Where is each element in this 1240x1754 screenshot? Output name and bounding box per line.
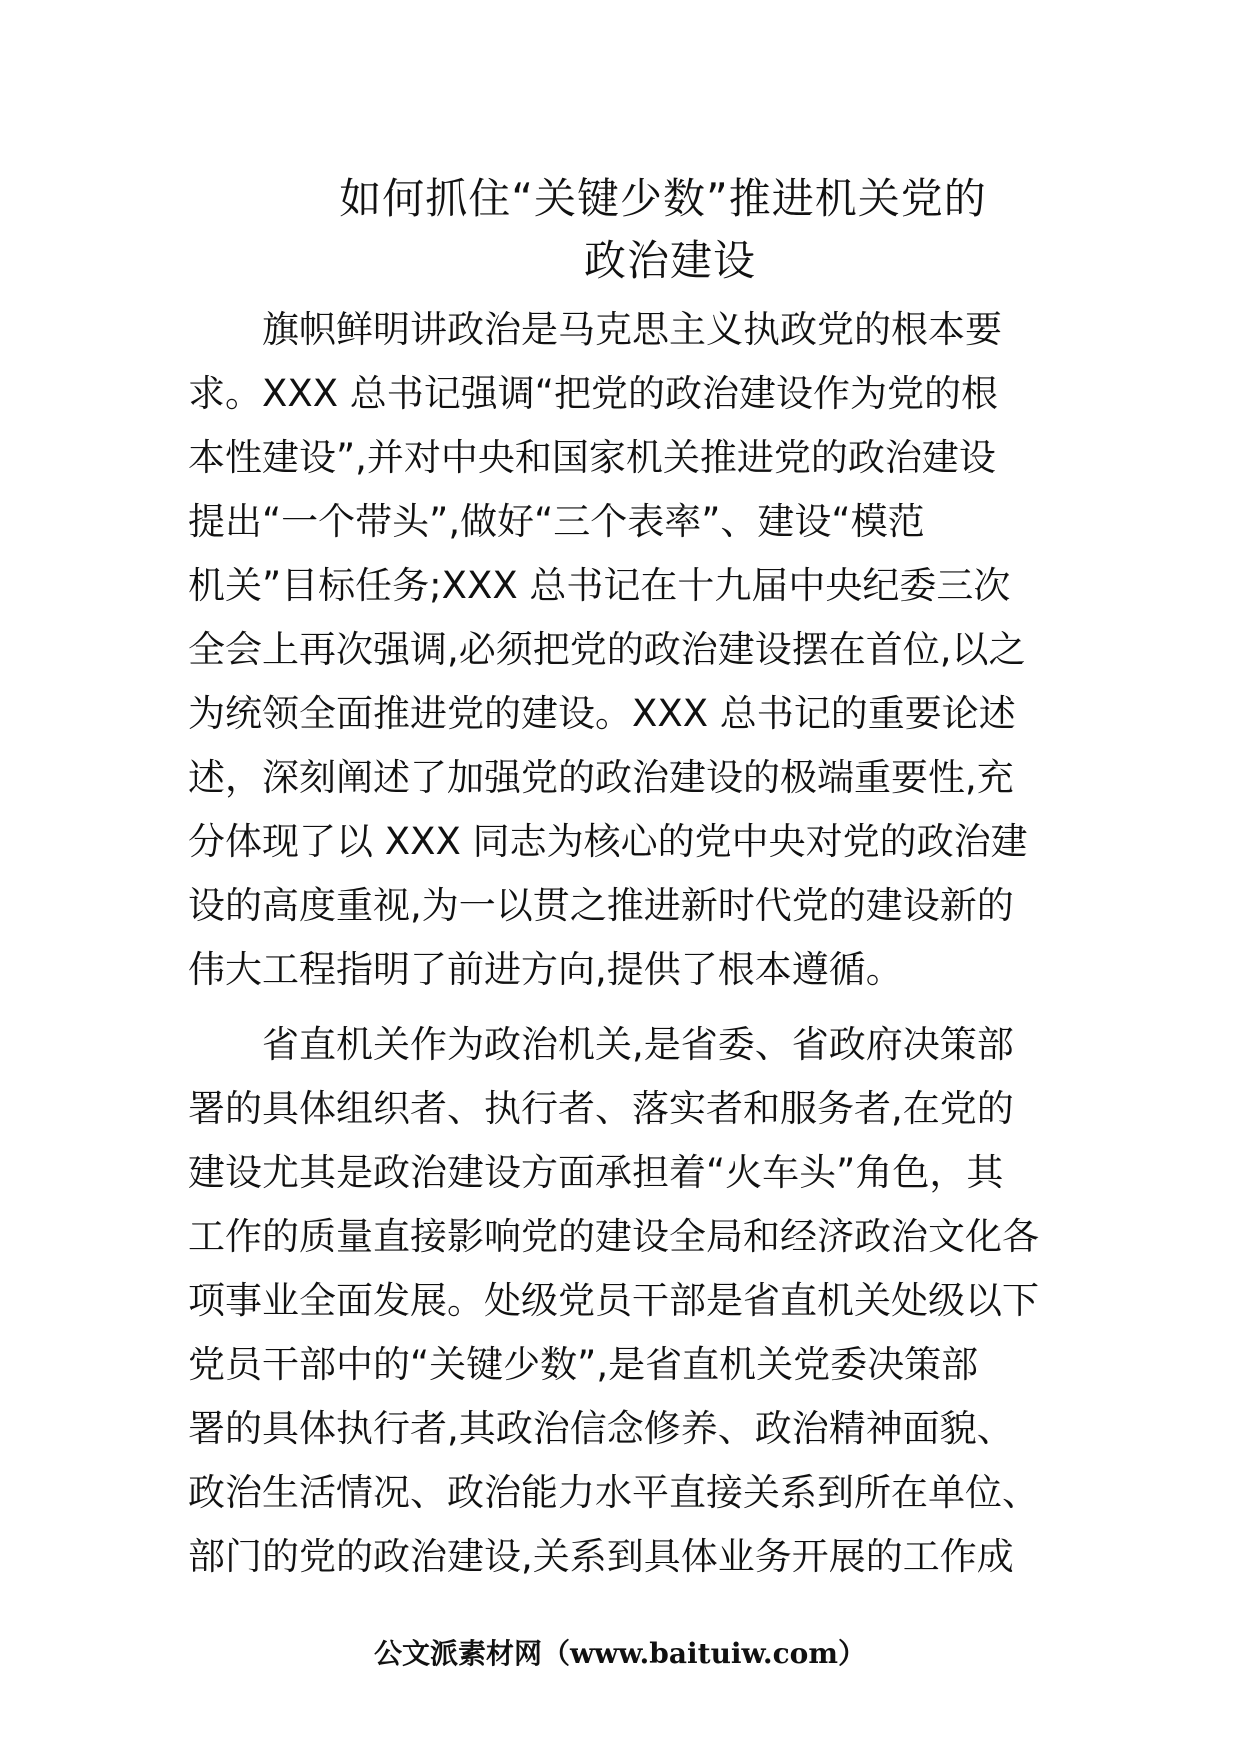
paragraph-line: 建设尤其是政治建设方面承担着“火车头”角色，其 (188, 1151, 1004, 1194)
paragraph-line: 本性建设”,并对中央和国家机关推进党的政治建设 (188, 436, 996, 479)
paragraph-line: 党员干部中的“关键少数”,是省直机关党委决策部 (188, 1343, 979, 1386)
footer-source: 公文派素材网（www.baituiw.com） (374, 1637, 866, 1670)
document-title-line-1: 如何抓住“关键少数”推进机关党的 (339, 174, 987, 223)
document-title-line-2: 政治建设 (583, 236, 756, 285)
paragraph-line: 设的高度重视,为一以贯之推进新时代党的建设新的 (188, 884, 1014, 927)
paragraph-line: 机关”目标任务;XXX 总书记在十九届中央纪委三次 (188, 564, 1011, 607)
paragraph-line: 为统领全面推进党的建设。XXX 总书记的重要论述 (188, 692, 1016, 735)
paragraph-line: 全会上再次强调,必须把党的政治建设摆在首位,以之 (188, 628, 1026, 671)
paragraph-line: 伟大工程指明了前进方向,提供了根本遵循。 (188, 948, 903, 991)
paragraph-line: 分体现了以 XXX 同志为核心的党中央对党的政治建 (188, 820, 1028, 863)
paragraph-2 (188, 1013, 1052, 1589)
paragraph-1 (188, 298, 1052, 1002)
paragraph-line: 署的具体组织者、执行者、落实者和服务者,在党的 (188, 1087, 1014, 1130)
paragraph-line: 省直机关作为政治机关,是省委、省政府决策部 (188, 1023, 1014, 1066)
paragraph-line: 项事业全面发展。处级党员干部是省直机关处级以下 (188, 1279, 1039, 1322)
paragraph-line: 政治生活情况、政治能力水平直接关系到所在单位、 (188, 1471, 1039, 1514)
paragraph-line: 求。XXX 总书记强调“把党的政治建设作为党的根 (188, 372, 998, 415)
paragraph-line: 署的具体执行者,其政治信念修养、政治精神面貌、 (188, 1407, 1014, 1450)
paragraph-line: 部门的党的政治建设,关系到具体业务开展的工作成 (188, 1535, 1014, 1578)
paragraph-line: 提出“一个带头”,做好“三个表率”、建设“模范 (188, 500, 925, 543)
paragraph-line: 旗帜鲜明讲政治是马克思主义执政党的根本要 (188, 308, 1002, 351)
paragraph-line: 述，深刻阐述了加强党的政治建设的极端重要性,充 (188, 756, 1014, 799)
paragraph-line: 工作的质量直接影响党的建设全局和经济政治文化各 (188, 1215, 1039, 1258)
